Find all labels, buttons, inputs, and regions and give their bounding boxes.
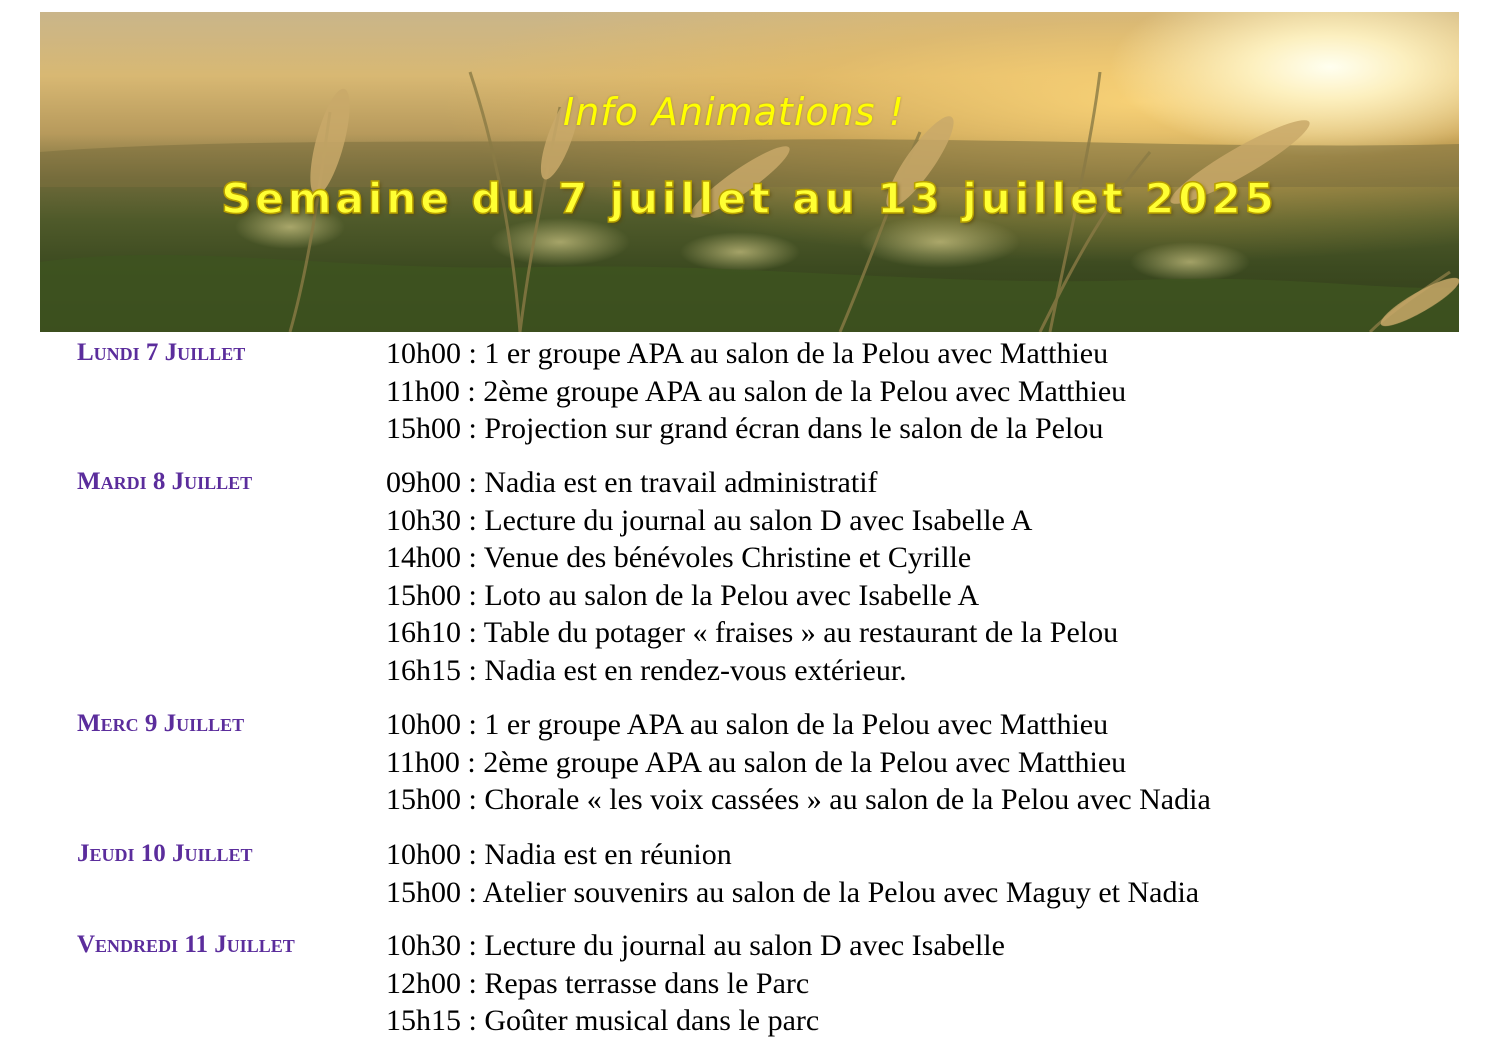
banner-title: Semaine du 7 juillet au 13 juillet 2025: [221, 174, 1278, 223]
event-list: [386, 706, 1211, 819]
event-list: [386, 335, 1126, 448]
day-label: Jeudi 10 Juillet: [77, 840, 253, 867]
banner-subtitle: Info Animations !: [563, 90, 905, 134]
day-label: Vendredi 11 Juillet: [77, 931, 295, 958]
event-item: 10h30 : Lecture du journal au salon D avec Isabelle: [386, 929, 1005, 962]
day-label: Lundi 7 Juillet: [77, 339, 246, 366]
event-item: 10h30 : Lecture du journal au salon D avec Isabelle A: [386, 503, 1033, 537]
event-item: 09h00 : Nadia est en travail administratif: [386, 466, 878, 499]
grass-landscape-image: [40, 12, 1459, 332]
event-item: 15h00 : Loto au salon de la Pelou avec Isabelle A: [386, 578, 980, 612]
event-item: 10h00 : Nadia est en réunion: [386, 838, 732, 871]
event-item: 15h15 : Goûter musical dans le parc: [386, 1004, 820, 1037]
event-item: 10h00 : 1 er groupe APA au salon de la Pelou avec Matthieu: [386, 708, 1109, 741]
event-item: 16h10 : Table du potager « fraises » au restaurant de la Pelou: [386, 616, 1119, 649]
day-label: Mardi 8 Juillet: [77, 468, 253, 495]
event-item: 15h00 : Atelier souvenirs au salon de la Pelou avec Maguy et Nadia: [386, 875, 1200, 909]
event-item: 11h00 : 2ème groupe APA au salon de la Pelou avec Matthieu: [386, 745, 1127, 779]
event-item: 12h00 : Repas terrasse dans le Parc: [386, 966, 810, 1000]
event-list: [386, 927, 1005, 1040]
event-list: [386, 464, 1118, 689]
event-item: 16h15 : Nadia est en rendez-vous extérieur.: [386, 653, 907, 687]
event-item: 10h00 : 1 er groupe APA au salon de la Pelou avec Matthieu: [386, 337, 1109, 370]
day-label: Merc 9 Juillet: [77, 710, 245, 737]
header-banner: [40, 12, 1459, 332]
event-item: 15h00 : Projection sur grand écran dans le salon de la Pelou: [386, 412, 1104, 445]
event-item: 11h00 : 2ème groupe APA au salon de la Pelou avec Matthieu: [386, 374, 1127, 408]
event-item: 15h00 : Chorale « les voix cassées » au salon de la Pelou avec Nadia: [386, 783, 1211, 816]
event-item: 14h00 : Venue des bénévoles Christine et Cyrille: [386, 541, 972, 574]
event-list: [386, 836, 1199, 911]
